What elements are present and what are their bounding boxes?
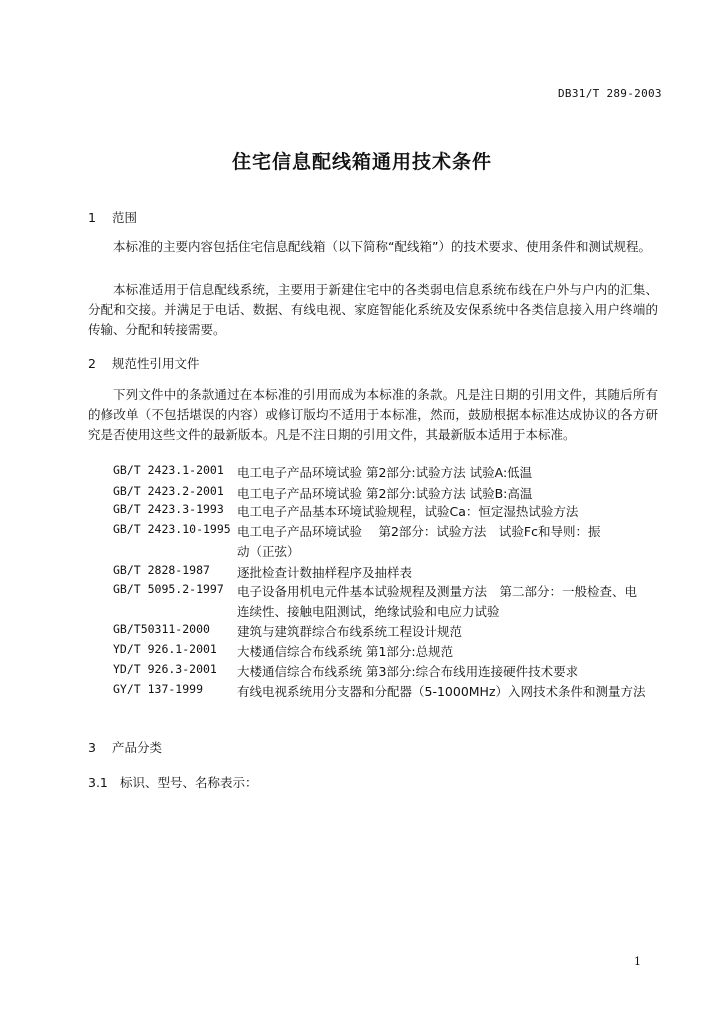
section-3-heading bbox=[88, 738, 162, 756]
reference-code: YD/T 926.1-2001 bbox=[113, 642, 217, 656]
section-1-paragraph-1: 本标准的主要内容包括住宅信息配线箱（以下简称“配线箱”）的技术要求、使用条件和测试规程。 bbox=[113, 239, 651, 254]
reference-code: GB/T 2423.1-2001 bbox=[113, 463, 224, 477]
reference-code: GB/T 2423.10-1995 bbox=[113, 522, 231, 536]
reference-item bbox=[113, 563, 657, 583]
page-number: 1 bbox=[634, 955, 641, 968]
reference-title: 大楼通信综合布线系统 第3部分:综合布线用连接硬件技术要求 bbox=[237, 664, 579, 679]
reference-code: GY/T 137-1999 bbox=[113, 682, 204, 696]
reference-item bbox=[113, 642, 657, 662]
reference-title: 电工电子产品环境试验 第2部分：试验方法 试验Fc和导则：振动（正弦） bbox=[237, 524, 601, 559]
page-title: 住宅信息配线箱通用技术条件 bbox=[231, 151, 492, 173]
reference-item bbox=[113, 502, 657, 522]
section-title: 产品分类 bbox=[112, 740, 163, 755]
document-number: DB31/T 289-2003 bbox=[558, 87, 662, 100]
reference-title: 大楼通信综合布线系统 第1部分:总规范 bbox=[237, 644, 454, 659]
section-title: 规范性引用文件 bbox=[112, 356, 200, 371]
reference-item bbox=[113, 662, 657, 682]
section-1-paragraph-2: 本标准适用于信息配线系统，主要用于新建住宅中的各类弱电信息系统布线在户外与户内的汇集、分配和交接。并满足于电话、数据、有线电视、家庭智能化系统及安保系统中各类信息接入用户终端的传输、分配和转接需要。 bbox=[88, 282, 658, 337]
section-title: 范围 bbox=[112, 210, 138, 225]
reference-code: GB/T 2423.2-2001 bbox=[113, 484, 224, 498]
reference-title: 建筑与建筑群综合布线系统工程设计规范 bbox=[237, 624, 463, 639]
section-number: 3 bbox=[88, 740, 96, 755]
section-1-heading bbox=[88, 208, 137, 226]
reference-code: YD/T 926.3-2001 bbox=[113, 662, 217, 676]
reference-item bbox=[113, 463, 657, 483]
reference-code: GB/T 2423.3-1993 bbox=[113, 502, 224, 516]
reference-item bbox=[113, 682, 647, 702]
subsection-title: 标识、型号、名称表示： bbox=[120, 775, 258, 790]
reference-code: GB/T50311-2000 bbox=[113, 622, 210, 636]
reference-item bbox=[113, 622, 657, 642]
subsection-3-1-heading bbox=[88, 773, 258, 791]
section-2-intro: 下列文件中的条款通过在本标准的引用而成为本标准的条款。凡是注日期的引用文件，其随后所有的修改单（不包括堪误的内容）或修订版均不适用于本标准，然而，鼓励根据本标准达成协议的各方研究是否使用这些文件的最新版本。凡是不注日期的引用文件，其最新版本适用于本标准。 bbox=[88, 387, 658, 442]
reference-item bbox=[113, 522, 602, 562]
reference-code: GB/T 2828-1987 bbox=[113, 563, 210, 577]
section-number: 2 bbox=[88, 356, 96, 371]
reference-title: 电工电子产品基本环境试验规程，试验Ca：恒定湿热试验方法 bbox=[237, 504, 579, 519]
section-2-heading bbox=[88, 354, 200, 372]
reference-item bbox=[113, 484, 657, 504]
reference-item bbox=[113, 582, 647, 622]
reference-title: 电工电子产品环境试验 第2部分:试验方法 试验B:高温 bbox=[237, 486, 533, 501]
section-number: 1 bbox=[88, 210, 96, 225]
subsection-number: 3.1 bbox=[88, 775, 108, 790]
reference-title: 逐批检查计数抽样程序及抽样表 bbox=[237, 565, 413, 580]
reference-title: 有线电视系统用分支器和分配器（5-1000MHz）入网技术条件和测量方法 bbox=[237, 684, 646, 699]
reference-title: 电子设备用机电元件基本试验规程及测量方法 第二部分：一般检查、电连续性、接触电阻测试，绝缘试验和电应力试验 bbox=[237, 584, 638, 619]
reference-code: GB/T 5095.2-1997 bbox=[113, 582, 224, 596]
reference-title: 电工电子产品环境试验 第2部分:试验方法 试验A:低温 bbox=[237, 465, 533, 480]
